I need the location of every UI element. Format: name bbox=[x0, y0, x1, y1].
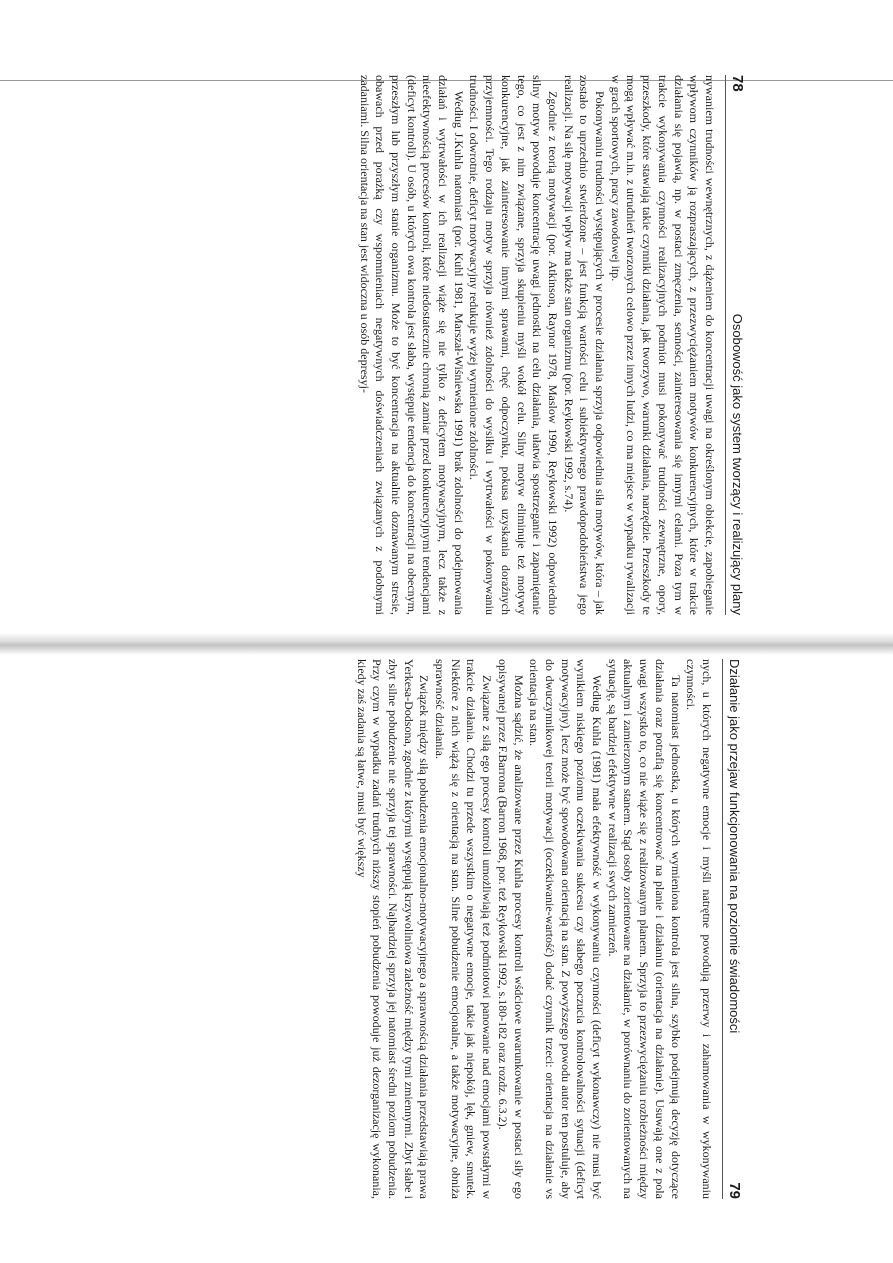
page-body bbox=[356, 75, 717, 615]
paragraph: Ta natomiast jednostka, u których wymieniona kontrola jest silna, szybko podejmują decyzję dotyczące działania oraz potrafią się koncentrować na planie i działaniu (orientacja na działanie). Usuwają one z pola uwagi wszystko to, co nie wiąże się z realizowanym planem. Sprzyja to przezwyciężaniu rozbieżności między aktualnym i zamierzonym stanem. Stąd osoby zorientowane na działanie, w porównaniu do zorientowanych na sytuację, są bardziej efektywne w realizacji swych zamierzeń. bbox=[605, 659, 683, 1199]
running-header bbox=[725, 75, 746, 615]
running-head-title: Działanie jako przejaw funkcjonowania na poziomie świadomości bbox=[727, 659, 742, 1034]
page-body bbox=[353, 659, 714, 1199]
running-head-title: Osobowość jako system tworzący i realizujący plany bbox=[730, 313, 745, 615]
paragraph: nywaniem trudności wewnętrznych, z dążeniem do koncentracji uwagi na określonym obiekcie, zapobieganie wpływom czynników ją rozpraszających, z przezwyciężaniem motywów konkurencyjnych, które w trakcie działania się pojawią, np. w postaci zmęczenia, senności, zainteresowania się innymi celami. Poza tym w trakcie wykonywania czynności realizacyjnych podmiot musi pokonywać trudności zewnętrzne, opory, przeszkody, które stawiają takie czynniki działania, jak tworzywo, warunki działania, narzędzie. Przeszkody te mogą wpływać m.in. z utrudnień tworzonych celowo przez innych ludzi, co ma miejsce w wypadku rywalizacji w grach sportowych, pracy zawodowej itp. bbox=[608, 75, 717, 615]
paragraph: Związane z siłą ego procesy kontroli umożliwiają też podmiotowi panowanie nad emocjami powstałymi w trakcie działania. Chodzi tu przede wszystkim o negatywne emocje, takie jak niepokój, lęk, gniew, smutek. Niektóre z nich wiążą się z orientacją na stan. Silne pobudzenie emocjonalne, a także motywacyjne, obniża sprawność działania. bbox=[433, 659, 495, 1199]
paragraph: Według J.Kuhla natomiast (por. Kuhl 1981, Marszał-Wiśniewska 1991) brak zdolności do podejmowania działań i wytrwałości w ich realizacji wiąże się nie tylko z deficytem motywacyjnym, lecz także z nieefektywnością procesów kontroli, które niedostatecznie chronią zamiar przed konkurencyjnymi tendencjami (deficyt kontroli). U osób, u których owa kontrola jest słaba, występuje tendencja do koncentracji na obecnym, przeszłym lub przyszłym stanie organizmu. Może to być koncentracja na aktualnie doznawanym stresie, obawach przed porażką czy wspomnieniach negatywnych doświadczeniach związanych z podobnymi zadaniami. Silna orientacja na stan jest widoczna u osób depresyj- bbox=[357, 75, 466, 615]
paragraph: Według Kuhla (1981) mała efektywność w wykonywaniu czynności (deficyt wykonawczy) nie musi być wynikiem niskiego poziomu oczekiwania sukcesu czy słabego poczucia kontrolowalności sytuacji (deficyt motywacyjny), lecz może być spowodowana orientacją na stan. Z powyższego powodu autor ten postuluje, aby do dwuczynnikowej teorii motywacji (oczekiwanie-wartość) dodać czynnik trzeci: orientacja na działanie vs orientacja na stan. bbox=[527, 659, 605, 1199]
page-number: 78 bbox=[729, 75, 746, 92]
paragraph: Zgodnie z teorią motywacji (por. Atkinson, Raynor 1978, Maslow 1990, Reykowski 1992) odpowiednio silny motyw powoduje koncentrację uwagi jednostki na celu działania, ułatwia spostrzeganie i zapamiętanie tego, co jest z nim związane, sprzyja skupieniu myśli wokół celu. Silny motyw eliminuje też motywy konkurencyjne, jak zainteresowanie innymi sprawami, chęć odpoczynku, pokusa uzyskania doraźnych przyjemności. Tego rodzaju motyw sprzyja również zdolności do wysiłku i wytrwałości w pokonywaniu trudności. I odwrotnie, deficyt motywacyjny redukuje wyżej wymienione zdolności. bbox=[467, 75, 560, 615]
page-number: 79 bbox=[726, 1182, 743, 1199]
paragraph: Można sądzić, że analizowane przez Kuhla procesy kontroli wśdciowe uwarunkowanie w postaci siły ego opisywanej przez F.Barrona (Barron 1968, por. też Reykowski 1992, s.180-182 oraz rozdz. 6.3.2). bbox=[495, 659, 526, 1199]
page-78 bbox=[146, 75, 746, 615]
paragraph: Pokonywaniu trudności występujących w procesie działania sprzyja odpowiednia siła motywów, która – jak zostało to uprzednio stwierdzone – jest funkcją wartości celu i subiektywnego prawdopodobieństwa jego realizacji. Na siłę motywacji wpływ ma także stan organizmu (por. Reykowski 1992, s.74). bbox=[561, 75, 608, 615]
paragraph: nych, u których negatywne emocje i myśli natrętne powodują przerwy i zahamowania w wykonywaniu czynności. bbox=[684, 659, 714, 1199]
paragraph: Związek między siłą pobudzenia emocjonalno-motywacyjnego a sprawnością działania przedstawiają prawa Yerkesa-Dodsona, zgodnie z którymi występują krzywoliniowa zależność między tymi zmiennymi. Zbyt słabe i zbyt silne pobudzenie nie sprzyja tej sprawności. Najbardziej sprzyja jej natomiast średni poziom pobudzenia. Przy czym w wypadku zadań trudnych niższy stopień pobudzenia powoduje już dezorganizację wykonania, kiedy zaś zadania są łatwe, musi być większy bbox=[354, 659, 432, 1199]
book-fold-shadow bbox=[0, 633, 893, 655]
page-79 bbox=[143, 659, 743, 1199]
running-header bbox=[722, 659, 743, 1199]
